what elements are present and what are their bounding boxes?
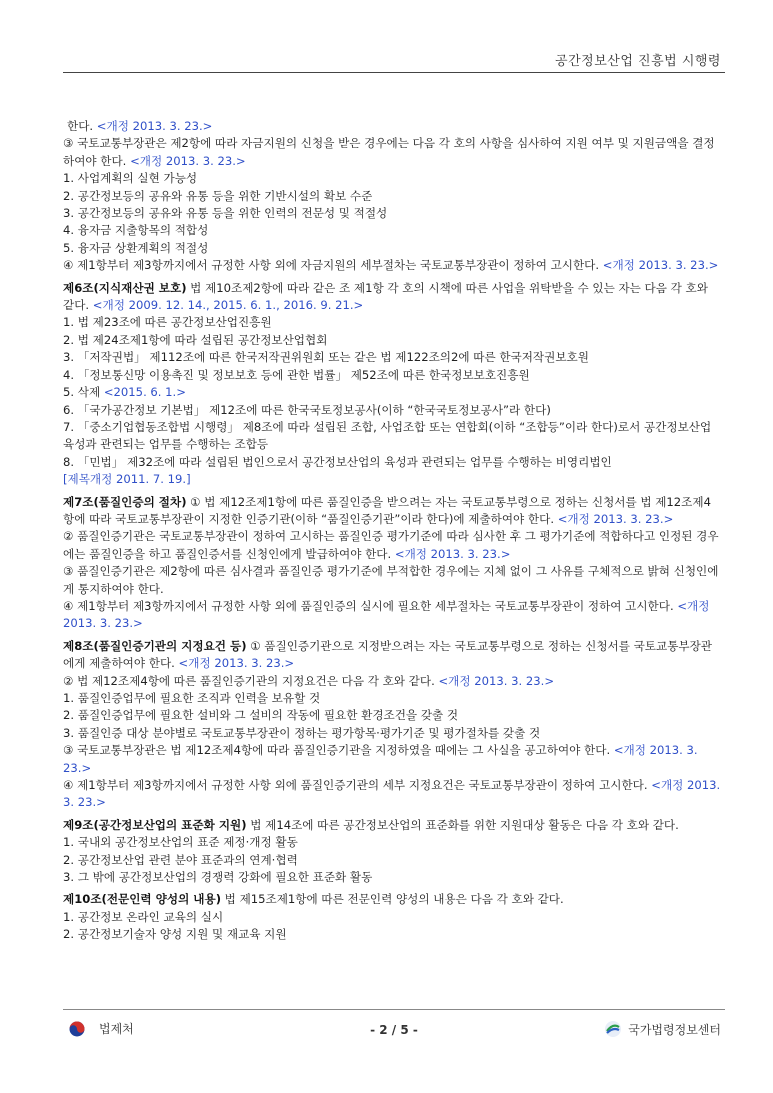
body-text: ④ 제1항부터 제3항까지에서 규정한 사항 외에 품질인증기관의 세부 지정요건은 국토교통부장관이 정하여 고시한다. [63, 778, 652, 793]
amendment-note: <개정 2013. 3. 23.> [178, 656, 295, 671]
text-line [63, 690, 721, 707]
article-title: 제6조(지식재산권 보호) [63, 280, 187, 295]
body-text: 1. 품질인증업무에 필요한 조직과 인력을 보유할 것 [63, 691, 321, 705]
article-paragraph [63, 817, 721, 834]
body-text: 2. 공간정보기술자 양성 지원 및 재교육 지원 [63, 927, 287, 942]
text-line [63, 834, 721, 851]
text-line [63, 926, 721, 943]
body-text: 2. 법 제24조제1항에 따라 설립된 공간정보산업협회 [63, 332, 328, 347]
footer-right [604, 1020, 721, 1038]
body-text: 1. 공간정보 온라인 교육의 실시 [63, 909, 224, 924]
text-line [63, 869, 721, 886]
body-text: 5. 삭제 [63, 385, 104, 400]
amendment-note: <개정 2013. 3. 23.> [63, 778, 721, 810]
amendment-note: <개정 2013. 3. 23.> [438, 673, 555, 688]
body-text: ① 품질인증기관으로 지정받으려는 자는 국토교통부령으로 정하는 신청서를 국토교통부장관에게 제출하여야 한다. [63, 638, 713, 671]
text-line [63, 118, 721, 135]
text-line [63, 419, 721, 454]
text-line [63, 188, 721, 205]
body-text: ③ 국토교통부장관은 법 제12조제4항에 따라 품질인증기관을 지정하였을 때에는 그 사실을 공고하여야 한다. [63, 743, 614, 758]
text-line [63, 349, 721, 366]
article-paragraph [63, 891, 721, 908]
body-text: 법 제10조제2항에 따라 같은 조 제1항 각 호의 시책에 따른 사업을 위탁받을 수 있는 자는 다음 각 호와 같다. [63, 280, 708, 313]
body-text: ③ 품질인증기관은 제2항에 따른 심사결과 품질인증 평가기준에 부적합한 경우에는 지체 없이 그 사유를 구체적으로 밝혀 신청인에게 통지하여야 한다. [63, 564, 719, 596]
text-line [63, 257, 721, 274]
body-text: 3. 품질인증 대상 분야별로 국토교통부장관이 정하는 평가항목·평가기준 및 평가절차를 갖출 것 [63, 725, 541, 740]
text-line [63, 673, 721, 690]
text-line [63, 222, 721, 239]
text-line [63, 384, 721, 401]
body-text: 3. 공간정보등의 공유와 유통 등을 위한 인력의 전문성 및 적절성 [63, 206, 388, 221]
text-line [63, 240, 721, 257]
body-text: 2. 공간정보등의 공유와 유통 등을 위한 기반시설의 확보 수준 [63, 188, 373, 203]
amendment-note: <개정 2013. 3. 23.> [557, 511, 674, 526]
body-text: ③ 국토교통부장관은 제2항에 따라 자금지원의 신청을 받은 경우에는 다음 각 호의 사항을 심사하여 지원 여부 및 지원금액을 결정하여야 한다. [63, 136, 715, 168]
text-line [63, 777, 721, 812]
amendment-note: <개정 2013. 3. 23.> [63, 743, 698, 775]
document-title: 공간정보산업 진흥법 시행령 [555, 54, 721, 69]
text-line [63, 471, 721, 488]
body-text: 7. 「중소기업협동조합법 시행령」 제8조에 따라 설립된 조합, 사업조합 또는 연합회(이하 “조합등”이라 한다)로서 공간정보산업 육성과 관련되는 업무를 수행하는 조합등 [63, 419, 712, 452]
amendment-note: <개정 2013. 3. 23.> [602, 258, 719, 273]
law-center-logo-icon [604, 1020, 622, 1038]
body-text: ④ 제1항부터 제3항까지에서 규정한 사항 외에 자금지원의 세부절차는 국토교통부장관이 정하여 고시한다. [63, 258, 603, 273]
body-text: 법 제15조제1항에 따른 전문인력 양성의 내용은 다음 각 호와 같다. [221, 892, 564, 907]
text-line [63, 332, 721, 349]
body-text: 3. 「저작권법」 제112조에 따른 한국저작권위원회 또는 같은 법 제122조의2에 따른 한국저작권보호원 [63, 350, 589, 365]
amendment-note: <개정 2013. 3. 23.> [394, 546, 511, 561]
text-line [63, 707, 721, 724]
text-line [63, 402, 721, 419]
body-text: 6. 「국가공간정보 기본법」 제12조에 따른 한국국토정보공사(이하 “한국국토정보공사”라 한다) [63, 402, 551, 417]
body-text: 1. 국내외 공간정보산업의 표준 제정·개정 활동 [63, 835, 298, 850]
amendment-note: <개정 2009. 12. 14., 2015. 6. 1., 2016. 9. 21.> [92, 298, 364, 313]
article-title: 제9조(공간정보산업의 표준화 지원) [63, 817, 247, 832]
body-text: 2. 공간정보산업 관련 분야 표준과의 연계·협력 [63, 852, 298, 867]
body-text: 법 제14조에 따른 공간정보산업의 표준화를 위한 지원대상 활동은 다음 각 호와 같다. [246, 817, 679, 832]
body-text: 5. 융자금 상환계획의 적절성 [63, 240, 209, 255]
body-text: 2. 품질인증업무에 필요한 설비와 그 설비의 작동에 필요한 환경조건을 갖출 것 [63, 708, 459, 723]
body-text: 3. 그 밖에 공간정보산업의 경쟁력 강화에 필요한 표준화 활동 [63, 870, 373, 885]
text-line [63, 852, 721, 869]
page-number: - 2 / 5 - [370, 1023, 418, 1037]
body-text: 8. 「민법」 제32조에 따라 설립된 법인으로서 공간정보산업의 육성과 관련되는 업무를 수행하는 비영리법인 [63, 454, 612, 469]
body-text: 4. 융자금 지출항목의 적합성 [63, 223, 209, 238]
text-line [63, 205, 721, 222]
text-line [63, 314, 721, 331]
footer-ministry-label: 법제처 [99, 1022, 134, 1036]
text-line [63, 454, 721, 471]
text-line [63, 598, 721, 633]
text-line [63, 170, 721, 187]
amendment-note: <개정 2013. 3. 23.> [96, 119, 213, 133]
footer-center-label: 국가법령정보센터 [628, 1022, 721, 1037]
amendment-note: [제목개정 2011. 7. 19.] [63, 472, 191, 487]
article-paragraph [63, 638, 721, 673]
article-paragraph [63, 280, 721, 315]
text-line [63, 725, 721, 742]
article-title: 제8조(품질인증기관의 지정요건 등) [63, 638, 247, 653]
text-line [63, 528, 721, 563]
page-header [63, 40, 725, 73]
body-text: 1. 사업계획의 실현 가능성 [63, 171, 198, 186]
page-footer [63, 1009, 725, 1050]
body-text: ② 법 제12조제4항에 따른 품질인증기관의 지정요건은 다음 각 호와 같다. [63, 673, 439, 688]
body-text: ④ 제1항부터 제3항까지에서 규정한 사항 외에 품질인증의 실시에 필요한 세부절차는 국토교통부장관이 정하여 고시한다. [63, 598, 678, 613]
article-title: 제7조(품질인증의 절차) [63, 494, 187, 509]
document-body [63, 118, 721, 944]
text-line [63, 742, 721, 777]
amendment-note: <개정 2013. 3. 23.> [130, 153, 246, 168]
amendment-note: <2015. 6. 1.> [103, 385, 186, 400]
text-line [63, 909, 721, 926]
body-text: ① 법 제12조제1항에 따른 품질인증을 받으려는 자는 국토교통부령으로 정하는 신청서를 법 제12조제4항에 따라 국토교통부장관이 지정한 인증기관(이하 “품질인증기관”이라 한다)에 제출하여야 한다. [63, 494, 711, 526]
body-text: ② 품질인증기관은 국토교통부장관이 정하여 고시하는 품질인증 평가기준에 따라 심사한 후 그 평가기준에 적합하다고 인정된 경우에는 품질인증을 하고 품질인증서를 신청인에게 발급하여야 한다. [63, 529, 719, 561]
text-line [63, 135, 721, 170]
article-title: 제10조(전문인력 양성의 내용) [63, 892, 221, 907]
text-line [63, 563, 721, 598]
body-text: 한다. [67, 119, 97, 133]
text-line [63, 367, 721, 384]
amendment-note: <개정 2013. 3. 23.> [63, 598, 710, 631]
body-text: 4. 「정보통신망 이용촉진 및 정보보호 등에 관한 법률」 제52조에 따른 한국정보보호진흥원 [63, 367, 530, 382]
body-text: 1. 법 제23조에 따른 공간정보산업진흥원 [63, 315, 272, 330]
article-paragraph [63, 494, 721, 529]
